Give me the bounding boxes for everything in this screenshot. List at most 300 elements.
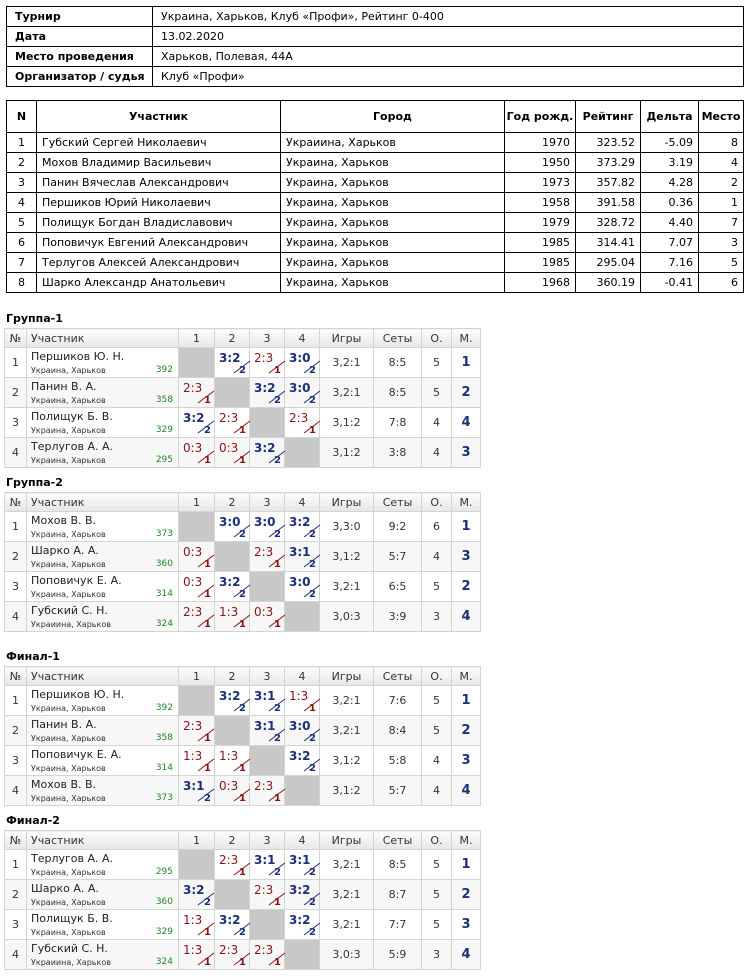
participant-rating: 328.72: [576, 213, 641, 233]
participant-delta: -5.09: [641, 133, 699, 153]
points-cell: 6: [422, 512, 452, 542]
games-cell: 3,2:1: [320, 378, 374, 408]
match-result: [215, 572, 250, 602]
player-name: Панин В. А.: [31, 380, 97, 393]
self-cell: [285, 940, 320, 970]
player-rating: 314: [155, 589, 173, 599]
games-cell: 3,2:1: [320, 716, 374, 746]
player-name: Першиков Ю. Н.: [31, 350, 125, 363]
player-cell: [27, 776, 179, 806]
player-city: Украина, Харьков: [31, 560, 106, 569]
match-score: 3:0: [289, 719, 311, 733]
player-rating: 295: [155, 867, 173, 877]
match-result: [250, 438, 285, 468]
row-number: 1: [5, 512, 27, 542]
participant-birth-year: 1950: [505, 153, 576, 173]
group-header-row: [5, 831, 481, 850]
info-row: [7, 7, 744, 27]
info-row: [7, 67, 744, 87]
sets-cell: 8:5: [374, 850, 422, 880]
col-header-participant: Участник: [27, 831, 179, 850]
match-score: 1:3: [183, 943, 203, 957]
games-cell: 3,0:3: [320, 940, 374, 970]
match-score: 3:1: [254, 689, 276, 703]
participant-delta: 0.36: [641, 193, 699, 213]
place-cell: [452, 850, 481, 880]
col-header-participant: Участник: [27, 329, 179, 348]
points-cell: 3: [422, 602, 452, 632]
row-number: 4: [5, 438, 27, 468]
row-number: 1: [5, 348, 27, 378]
participant-city: Украина, Харьков: [281, 173, 505, 193]
player-cell: [27, 572, 179, 602]
match-score: 2:3: [254, 943, 274, 957]
group-row: [5, 850, 481, 880]
place-cell: [452, 940, 481, 970]
participant-place: 6: [699, 273, 744, 293]
player-cell: [27, 746, 179, 776]
participant-city: Украина, Харьков: [281, 213, 505, 233]
match-points: 2: [309, 559, 316, 570]
info-value: 13.02.2020: [153, 27, 744, 47]
match-points: 1: [204, 957, 211, 968]
col-header-opp-1: 1: [179, 493, 215, 512]
points-cell: 5: [422, 572, 452, 602]
player-cell: [27, 512, 179, 542]
player-cell: [27, 940, 179, 970]
self-cell: [215, 378, 250, 408]
match-score: 0:3: [183, 575, 203, 589]
tournament-info-table: [6, 6, 744, 87]
place-cell: [452, 910, 481, 940]
points-cell: 3: [422, 940, 452, 970]
match-points: 2: [309, 927, 316, 938]
player-cell: [27, 850, 179, 880]
match-score: 2:3: [254, 351, 274, 365]
match-points: 1: [204, 589, 211, 600]
match-points: 2: [239, 927, 246, 938]
place-cell: [452, 408, 481, 438]
match-points: 2: [274, 703, 281, 714]
match-result: [179, 602, 215, 632]
player-cell: [27, 686, 179, 716]
match-score: 2:3: [219, 411, 239, 425]
place-value: 4: [461, 783, 471, 798]
match-score: 1:3: [183, 913, 203, 927]
participant-city: Украиина, Харьков: [281, 133, 505, 153]
player-city: Украина, Харьков: [31, 396, 106, 405]
participant-number: 7: [7, 253, 37, 273]
player-city: Украина, Харьков: [31, 590, 106, 599]
group-row: [5, 602, 481, 632]
match-points: 2: [274, 733, 281, 744]
self-cell: [215, 542, 250, 572]
place-value: 4: [461, 609, 471, 624]
match-score: 3:2: [183, 411, 205, 425]
participant-rating: 314.41: [576, 233, 641, 253]
info-label: Место проведения: [7, 47, 153, 67]
participant-city: Украина, Харьков: [281, 193, 505, 213]
col-header-opp-2: 2: [215, 831, 250, 850]
match-result: [250, 542, 285, 572]
participant-number: 2: [7, 153, 37, 173]
participant-row: [7, 193, 744, 213]
place-cell: [452, 776, 481, 806]
col-header-place: М.: [452, 493, 481, 512]
col-header-opp-2: 2: [215, 493, 250, 512]
place-cell: [452, 438, 481, 468]
row-number: 4: [5, 940, 27, 970]
match-result: [285, 880, 320, 910]
participant-rating: 357.82: [576, 173, 641, 193]
group-row: [5, 686, 481, 716]
match-points: 2: [309, 589, 316, 600]
match-result: [285, 716, 320, 746]
info-label: Турнир: [7, 7, 153, 27]
match-points: 1: [204, 395, 211, 406]
player-name: Першиков Ю. Н.: [31, 688, 125, 701]
info-value: Украина, Харьков, Клуб «Профи», Рейтинг 0-400: [153, 7, 744, 27]
participant-city: Украина, Харьков: [281, 153, 505, 173]
sets-cell: 3:8: [374, 438, 422, 468]
match-points: 2: [274, 395, 281, 406]
info-value: Клуб «Профи»: [153, 67, 744, 87]
match-points: 1: [204, 927, 211, 938]
player-city: Украиина, Харьков: [31, 620, 111, 629]
col-header-points: О.: [422, 667, 452, 686]
match-result: [285, 512, 320, 542]
col-header-place: М.: [452, 831, 481, 850]
player-name: Шарко А. А.: [31, 544, 99, 557]
match-result: [179, 542, 215, 572]
self-cell: [179, 850, 215, 880]
match-points: 2: [274, 867, 281, 878]
player-name: Терлугов А. А.: [31, 852, 114, 865]
match-score: 3:0: [289, 351, 311, 365]
group-row: [5, 716, 481, 746]
group-row: [5, 940, 481, 970]
group-table: [4, 830, 481, 970]
match-result: [215, 776, 250, 806]
match-score: 3:2: [219, 575, 241, 589]
match-score: 2:3: [254, 779, 274, 793]
match-points: 1: [309, 703, 316, 714]
match-result: [250, 940, 285, 970]
games-cell: 3,2:1: [320, 910, 374, 940]
participant-delta: 7.16: [641, 253, 699, 273]
place-cell: [452, 348, 481, 378]
match-result: [285, 572, 320, 602]
player-name: Терлугов А. А.: [31, 440, 114, 453]
points-cell: 5: [422, 378, 452, 408]
match-score: 0:3: [183, 545, 203, 559]
games-cell: 3,1:2: [320, 746, 374, 776]
col-header-n: №: [5, 329, 27, 348]
games-cell: 3,3:0: [320, 512, 374, 542]
place-cell: [452, 512, 481, 542]
participant-birth-year: 1958: [505, 193, 576, 213]
row-number: 3: [5, 910, 27, 940]
self-cell: [215, 880, 250, 910]
points-cell: 4: [422, 746, 452, 776]
player-cell: [27, 378, 179, 408]
info-row: [7, 47, 744, 67]
self-cell: [179, 512, 215, 542]
col-header-games: Игры: [320, 329, 374, 348]
row-number: 2: [5, 542, 27, 572]
group-row: [5, 572, 481, 602]
col-header-points: О.: [422, 831, 452, 850]
group-row: [5, 776, 481, 806]
points-cell: 5: [422, 716, 452, 746]
group-title: Финал-1: [6, 650, 60, 663]
participant-row: [7, 253, 744, 273]
match-result: [179, 408, 215, 438]
col-header-sets: Сеты: [374, 667, 422, 686]
group-header-row: [5, 493, 481, 512]
col-header-place: Место: [699, 101, 744, 133]
participant-delta: 4.28: [641, 173, 699, 193]
match-points: 1: [274, 365, 281, 376]
match-points: 1: [239, 619, 246, 630]
match-result: [215, 348, 250, 378]
group-table: [4, 666, 481, 806]
participant-number: 6: [7, 233, 37, 253]
match-score: 3:2: [219, 351, 241, 365]
col-header-delta: Дельта: [641, 101, 699, 133]
match-score: 0:3: [183, 441, 203, 455]
col-header-opp-3: 3: [250, 831, 285, 850]
col-header-opp-4: 4: [285, 831, 320, 850]
participant-row: [7, 233, 744, 253]
participant-rating: 391.58: [576, 193, 641, 213]
row-number: 4: [5, 776, 27, 806]
match-score: 3:2: [254, 441, 276, 455]
col-header-opp-3: 3: [250, 667, 285, 686]
player-city: Украина, Харьков: [31, 764, 106, 773]
participant-place: 3: [699, 233, 744, 253]
player-name: Панин В. А.: [31, 718, 97, 731]
place-value: 3: [461, 549, 471, 564]
participant-birth-year: 1970: [505, 133, 576, 153]
points-cell: 4: [422, 408, 452, 438]
player-rating: 329: [155, 927, 173, 937]
participant-delta: -0.41: [641, 273, 699, 293]
match-result: [250, 686, 285, 716]
info-value: Харьков, Полевая, 44А: [153, 47, 744, 67]
games-cell: 3,1:2: [320, 542, 374, 572]
self-cell: [285, 602, 320, 632]
col-header-opp-4: 4: [285, 667, 320, 686]
match-points: 2: [309, 395, 316, 406]
match-score: 3:2: [289, 883, 311, 897]
points-cell: 5: [422, 686, 452, 716]
col-header-sets: Сеты: [374, 493, 422, 512]
match-score: 2:3: [219, 943, 239, 957]
place-value: 2: [461, 579, 471, 594]
match-result: [285, 746, 320, 776]
points-cell: 4: [422, 776, 452, 806]
participant-name: Поповичук Евгений Александрович: [37, 233, 281, 253]
player-cell: [27, 542, 179, 572]
place-value: 2: [461, 887, 471, 902]
match-points: 1: [274, 897, 281, 908]
player-city: Украина, Харьков: [31, 426, 106, 435]
match-points: 1: [309, 425, 316, 436]
player-city: Украина, Харьков: [31, 928, 106, 937]
player-rating: 324: [155, 957, 173, 967]
match-points: 2: [274, 529, 281, 540]
player-name: Шарко А. А.: [31, 882, 99, 895]
match-score: 3:0: [254, 515, 276, 529]
player-name: Полищук Б. В.: [31, 912, 113, 925]
match-points: 1: [204, 619, 211, 630]
participant-rating: 373.29: [576, 153, 641, 173]
match-points: 1: [274, 793, 281, 804]
self-cell: [215, 716, 250, 746]
match-result: [285, 686, 320, 716]
participant-name: Панин Вячеслав Александрович: [37, 173, 281, 193]
group-row: [5, 542, 481, 572]
player-cell: [27, 716, 179, 746]
match-result: [215, 850, 250, 880]
self-cell: [179, 686, 215, 716]
match-result: [250, 602, 285, 632]
col-header-place: М.: [452, 667, 481, 686]
player-name: Губский С. Н.: [31, 604, 108, 617]
place-cell: [452, 746, 481, 776]
self-cell: [285, 438, 320, 468]
match-points: 2: [274, 455, 281, 466]
group-row: [5, 910, 481, 940]
self-cell: [179, 348, 215, 378]
match-result: [179, 716, 215, 746]
match-score: 2:3: [254, 883, 274, 897]
participant-name: Шарко Александр Анатольевич: [37, 273, 281, 293]
match-result: [215, 602, 250, 632]
info-row: [7, 27, 744, 47]
col-header-points: О.: [422, 329, 452, 348]
self-cell: [250, 910, 285, 940]
match-result: [179, 880, 215, 910]
col-header-place: М.: [452, 329, 481, 348]
match-score: 3:1: [289, 853, 311, 867]
player-city: Украина, Харьков: [31, 530, 106, 539]
participant-name: Мохов Владимир Васильевич: [37, 153, 281, 173]
col-header-opp-4: 4: [285, 493, 320, 512]
place-cell: [452, 602, 481, 632]
place-value: 1: [461, 519, 471, 534]
player-name: Мохов В. В.: [31, 514, 97, 527]
row-number: 3: [5, 572, 27, 602]
place-value: 3: [461, 753, 471, 768]
player-rating: 358: [155, 733, 173, 743]
sets-cell: 9:2: [374, 512, 422, 542]
participant-birth-year: 1968: [505, 273, 576, 293]
match-result: [285, 378, 320, 408]
match-points: 2: [204, 897, 211, 908]
group-row: [5, 438, 481, 468]
match-points: 1: [239, 793, 246, 804]
sets-cell: 5:9: [374, 940, 422, 970]
place-cell: [452, 572, 481, 602]
games-cell: 3,2:1: [320, 850, 374, 880]
match-points: 2: [309, 867, 316, 878]
participant-number: 3: [7, 173, 37, 193]
player-cell: [27, 438, 179, 468]
match-result: [250, 850, 285, 880]
sets-cell: 6:5: [374, 572, 422, 602]
participant-birth-year: 1985: [505, 253, 576, 273]
player-cell: [27, 348, 179, 378]
group-table: [4, 328, 481, 468]
group-row: [5, 408, 481, 438]
games-cell: 3,1:2: [320, 776, 374, 806]
match-score: 3:2: [254, 381, 276, 395]
player-city: Украина, Харьков: [31, 366, 106, 375]
player-city: Украина, Харьков: [31, 734, 106, 743]
player-rating: 392: [155, 365, 173, 375]
col-header-games: Игры: [320, 667, 374, 686]
match-result: [215, 910, 250, 940]
match-points: 2: [239, 703, 246, 714]
participant-name: Полищук Богдан Владиславович: [37, 213, 281, 233]
place-value: 4: [461, 947, 471, 962]
col-header-participant: Участник: [37, 101, 281, 133]
match-result: [179, 746, 215, 776]
player-rating: 360: [155, 559, 173, 569]
participant-delta: 7.07: [641, 233, 699, 253]
match-points: 2: [239, 365, 246, 376]
group-row: [5, 746, 481, 776]
info-label: Организатор / судья: [7, 67, 153, 87]
match-result: [215, 512, 250, 542]
match-points: 1: [204, 559, 211, 570]
match-result: [215, 686, 250, 716]
match-result: [285, 910, 320, 940]
match-points: 2: [309, 529, 316, 540]
match-points: 1: [274, 957, 281, 968]
participant-name: Губский Сергей Николаевич: [37, 133, 281, 153]
match-score: 3:2: [183, 883, 205, 897]
games-cell: 3,0:3: [320, 602, 374, 632]
place-cell: [452, 378, 481, 408]
match-score: 0:3: [219, 441, 239, 455]
match-result: [179, 910, 215, 940]
match-result: [215, 746, 250, 776]
games-cell: 3,2:1: [320, 880, 374, 910]
match-points: 2: [239, 589, 246, 600]
match-result: [250, 512, 285, 542]
group-table: [4, 492, 481, 632]
participant-row: [7, 153, 744, 173]
participants-header: [7, 101, 744, 133]
participant-delta: 3.19: [641, 153, 699, 173]
match-score: 2:3: [289, 411, 309, 425]
match-result: [250, 716, 285, 746]
col-header-sets: Сеты: [374, 831, 422, 850]
match-score: 3:2: [219, 913, 241, 927]
col-header-participant: Участник: [27, 667, 179, 686]
participant-row: [7, 213, 744, 233]
row-number: 2: [5, 716, 27, 746]
player-rating: 373: [155, 529, 173, 539]
col-header-city: Город: [281, 101, 505, 133]
player-name: Губский С. Н.: [31, 942, 108, 955]
place-cell: [452, 716, 481, 746]
match-score: 2:3: [183, 719, 203, 733]
games-cell: 3,1:2: [320, 408, 374, 438]
